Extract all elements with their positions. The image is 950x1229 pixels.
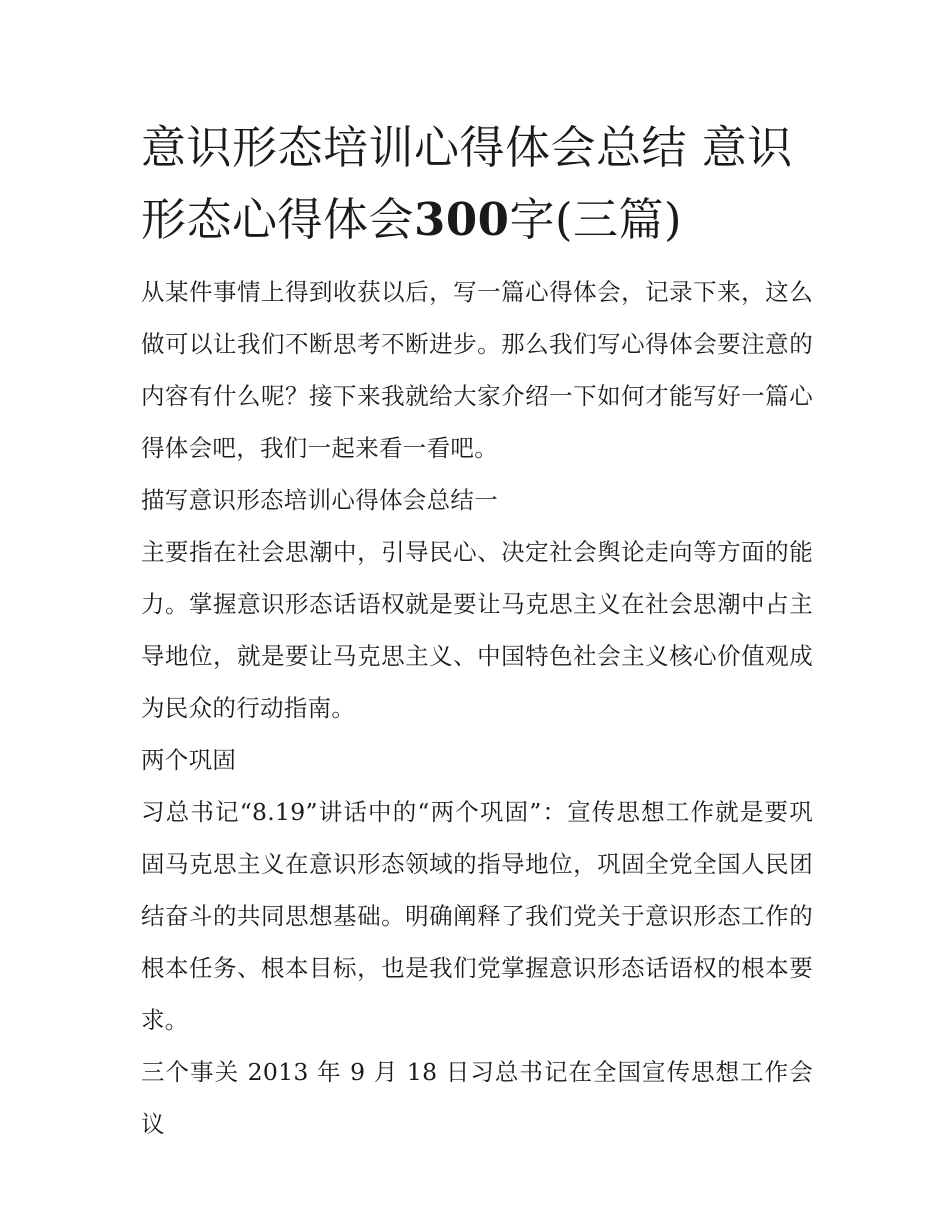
title-number: 300 (414, 193, 510, 246)
body-paragraph-1: 主要指在社会思潮中，引导民心、决定社会舆论走向等方面的能力。掌握意识形态话语权就是要让马克思主义在社会思潮中占主导地位，就是要让马克思主义、中国特色社会主义核心价值观成为民众的行动指南。 (141, 538, 813, 722)
document-body (141, 112, 813, 1150)
title-suffix: 字(三篇) (509, 193, 683, 246)
body-paragraph-2: 习总书记“8.19”讲话中的“两个巩固”：宣传思想工作就是要巩固马克思主义在意识形态领域的指导地位，巩固全党全国人民团结奋斗的共同思想基础。明确阐释了我们党关于意识形态工作的根本任务、根本目标，也是我们党掌握意识形态话语权的根本要求。 (141, 798, 813, 1034)
document-title (141, 112, 813, 256)
title-text: 意识形态培训心得体会总结 意识形态心得体会 (141, 121, 793, 246)
section-heading-2: 两个巩固 (141, 746, 237, 774)
intro-paragraph: 从某件事情上得到收获以后，写一篇心得体会，记录下来，这么做可以让我们不断思考不断进步。那么我们写心得体会要注意的内容有什么呢？接下来我就给大家介绍一下如何才能写好一篇心得体会吧，我们一起来看一看吧。 (141, 278, 813, 462)
section-heading-1: 描写意识形态培训心得体会总结一 (141, 486, 498, 514)
body-paragraph-3: 三个事关 2013 年 9 月 18 日习总书记在全国宣传思想工作会议 (141, 1058, 813, 1138)
